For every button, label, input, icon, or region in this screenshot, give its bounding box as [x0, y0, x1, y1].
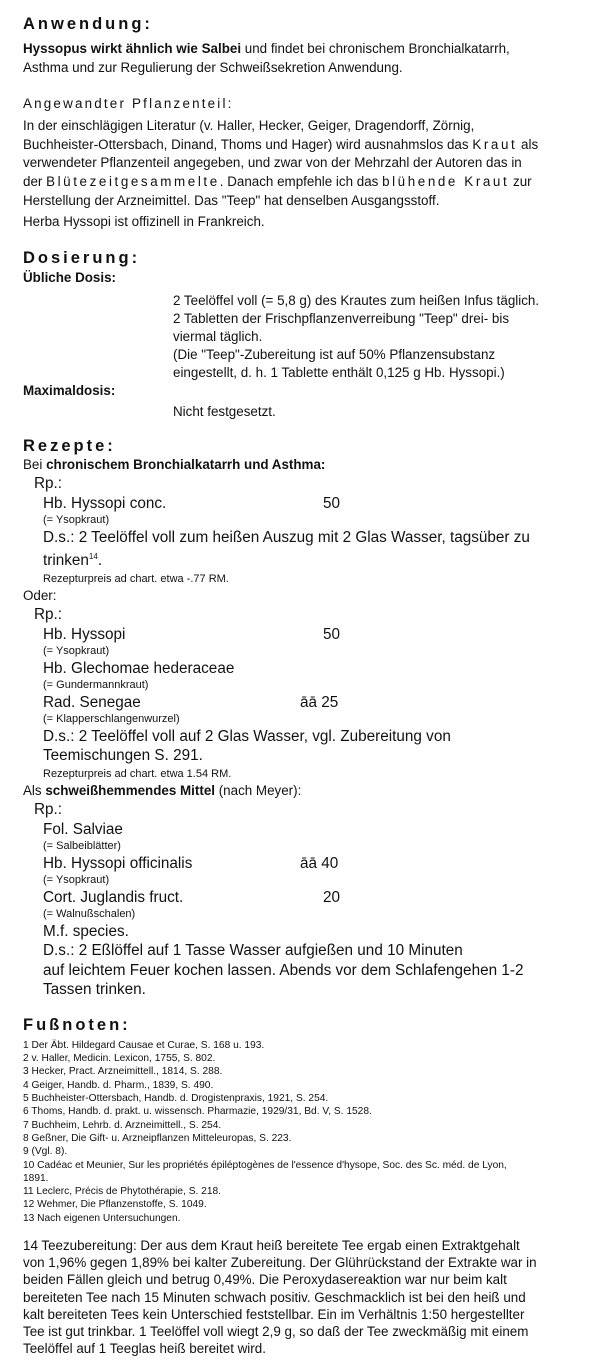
footnote-item: 3 Hecker, Pract. Arzneimittell., 1814, S. 288. [23, 1066, 223, 1078]
dose-line-3a: (Die "Teep"-Zubereitung ist auf 50% Pflanzensubstanz [173, 346, 496, 362]
footnote-item: 10 Cadéac et Meunier, Sur les propriétés épiléptogènes de l'essence d'hysope, Soc. des Sc. méd. de Lyon, [23, 1159, 507, 1171]
recipe-3-ingredient-3: Cort. Juglandis fruct. 20 [43, 888, 341, 906]
footnote-14-line: beiden Fällen gleich und betrug 0,49%. Die Peroxydasereaktion war nur beim kalt [23, 1272, 507, 1288]
recipe-3-synonym-3: (= Walnußschalen) [43, 907, 136, 920]
section-rezepte [23, 436, 583, 1000]
document-page [23, 14, 583, 1357]
recipe-2-ds-1: D.s.: 2 Teelöffel voll auf 2 Glas Wasser, vgl. Zubereitung von [43, 727, 451, 745]
recipe-3-synonym-2: (= Ysopkraut) [43, 873, 110, 886]
max-dose-value: Nicht festgesetzt. [173, 403, 276, 419]
footnote-item: 1 Der Äbt. Hildegard Causae et Curae, S. 168 u. 193. [23, 1039, 265, 1051]
recipe-1-synonym: (= Ysopkraut) [43, 513, 110, 526]
spaced-bluehendes-kraut: blühende Kraut [382, 173, 510, 189]
footnote-item: 8 Geßner, Die Gift- u. Arzneipflanzen Mitteleuropas, S. 223. [23, 1132, 292, 1144]
dose-line-3b: eingestellt, d. h. 1 Tablette enthält 0,125 g Hb. Hyssopi.) [173, 364, 505, 380]
recipe-2-rp: Rp.: [34, 605, 63, 623]
pflanzenteil-line-5: Herstellung der Arzneimittel. Das "Teep" hat denselben Ausgangsstoff. [23, 192, 440, 208]
recipe-2-price: Rezepturpreis ad chart. etwa 1.54 RM. [43, 767, 232, 780]
heading-fussnoten: Fußnoten: [23, 1015, 131, 1034]
dose-line-2a: 2 Tabletten der Frischpflanzenverreibung "Teep" drei- bis [173, 310, 510, 326]
pflanzenteil-line-1: In der einschlägigen Literatur (v. Haller, Hecker, Geiger, Dragendorff, Zörnig, [23, 118, 475, 134]
pflanzenteil-line-4: der Blütezeitgesammelte. Danach empfehle ich das blühende Kraut zur [23, 173, 532, 189]
footnote-item: 4 Geiger, Handb. d. Pharm., 1839, S. 490. [23, 1079, 214, 1091]
footnote-item: 2 v. Haller, Medicin. Lexicon, 1755, S. 802. [23, 1053, 216, 1065]
footnote-item: 11 Leclerc, Précis de Phytothérapie, S. 218. [23, 1186, 222, 1198]
recipe-3-intro: Als schweißhemmendes Mittel (nach Meyer): [23, 782, 302, 798]
recipe-3-ingredient-1: Fol. Salviae [43, 820, 123, 838]
spaced-kraut: Kraut [472, 136, 518, 152]
footnote-14-line: 14 Teezubereitung: Der aus dem Kraut heiß bereitete Tee ergab einen Extraktgehalt [23, 1238, 520, 1253]
section-pflanzenteil [23, 95, 583, 232]
pflanzenteil-line-2: Buchheister-Ottersbach, Dinand, Thoms und Hager) wird ausnahmslos das Kraut als [23, 136, 539, 152]
recipe-3-ds-2: auf leichtem Feuer kochen lassen. Abends vor dem Schlafengehen 1-2 [43, 961, 524, 979]
footnote-item: 13 Nach eigenen Untersuchungen. [23, 1212, 181, 1224]
recipe-1-price: Rezepturpreis ad chart. etwa -.77 RM. [43, 572, 229, 585]
recipe-2-intro: Oder: [23, 587, 57, 603]
footnote-item: 6 Thoms, Handb. d. prakt. u. wissensch. Pharmazie, 1929/31, Bd. V, S. 1528. [23, 1106, 372, 1118]
label-uebliche-dosis: Übliche Dosis: [23, 269, 117, 285]
footnote-14-line: Teelöffel auf 1 Teeglas heiß bereitet wird. [23, 1341, 266, 1357]
footnote-list [23, 1039, 583, 1225]
footnote-14-line: kalt bereiteten Tees kein Unterschied feststellbar. Ein im Verhältnis 1:50 hergestellter [23, 1306, 525, 1322]
section-dosierung [23, 248, 583, 421]
heading-pflanzenteil: Angewandter Pflanzenteil: [23, 96, 234, 112]
pflanzenteil-line-6: Herba Hyssopi ist offizinell in Frankreich. [23, 214, 265, 230]
footnote-item: 5 Buchheister-Ottersbach, Handb. d. Drogistenpraxis, 1921, S. 254. [23, 1093, 329, 1105]
section-anwendung [23, 14, 583, 77]
label-maximaldosis: Maximaldosis: [23, 382, 116, 398]
section-fussnoten [23, 1015, 583, 1358]
recipe-1-rp: Rp.: [34, 474, 63, 492]
anwendung-line-2: Asthma und zur Regulierung der Schweißsekretion Anwendung. [23, 59, 403, 75]
recipe-2-synonym-1: (= Ysopkraut) [43, 644, 110, 657]
footnote-item: 9 (Vgl. 8). [23, 1146, 68, 1158]
recipe-1-ingredient: Hb. Hyssopi conc. 50 [43, 494, 341, 512]
spaced-bluetezeit: Blütezeitgesammelte [46, 173, 220, 189]
footnote-14-line: Tee ist gut trinkbar. 1 Teelöffel voll wiegt 2,9 g, so daß der Tee zweckmäßig mit einem [23, 1324, 529, 1340]
recipe-1-intro: Bei chronischem Bronchialkatarrh und Asthma: [23, 456, 326, 472]
heading-dosierung: Dosierung: [23, 248, 141, 267]
recipe-2-ingredient-2: Hb. Glechomae hederaceae [43, 659, 235, 677]
recipe-3-ds-1: D.s.: 2 Eßlöffel auf 1 Tasse Wasser aufgießen und 10 Minuten [43, 942, 463, 960]
dose-line-1: 2 Teelöffel voll (= 5,8 g) des Krautes zum heißen Infus täglich. [173, 292, 540, 308]
recipe-3-ds-3: Tassen trinken. [43, 981, 146, 999]
footnote-ref-14: 14 [88, 552, 98, 562]
recipe-2-synonym-2: (= Gundermannkraut) [43, 678, 149, 691]
footnote-14-line: von 1,96% gegen 1,89% bei kalter Zubereitung. Der Glührückstand der Extrakte war in [23, 1255, 537, 1271]
footnote-item: 12 Wehmer, Die Pflanzenstoffe, S. 1049. [23, 1199, 207, 1211]
recipe-2-synonym-3: (= Klapperschlangenwurzel) [43, 712, 180, 725]
recipe-3-rp: Rp.: [34, 800, 63, 818]
recipe-2-ds-2: Teemischungen S. 291. [43, 747, 203, 765]
recipe-1-ds-1: D.s.: 2 Teelöffel voll zum heißen Auszug mit 2 Glas Wasser, tagsüber zu [43, 528, 530, 546]
footnote-item: 1891. [23, 1172, 49, 1184]
footnote-14-line: bereiteten Tee nach 15 Minuten schwach positiv. Geschmacklich ist bei den heiß und [23, 1289, 526, 1305]
heading-anwendung: Anwendung: [23, 15, 153, 33]
recipe-3-mf: M.f. species. [43, 922, 129, 940]
recipe-3-ingredient-2: Hb. Hyssopi officinalis āā 40 [43, 854, 339, 872]
recipe-3-synonym-1: (= Salbeiblätter) [43, 839, 121, 852]
recipe-2-ingredient-1: Hb. Hyssopi 50 [43, 625, 341, 643]
anwendung-bold: Hyssopus wirkt ähnlich wie Salbei [23, 41, 242, 56]
anwendung-line-1: Hyssopus wirkt ähnlich wie Salbei und findet bei chronischem Bronchialkatarrh, [23, 41, 510, 56]
pflanzenteil-line-3: verwendeter Pflanzenteil angegeben, und zwar von der Mehrzahl der Autoren das in [23, 155, 522, 171]
dose-line-2b: viermal täglich. [173, 328, 263, 344]
heading-rezepte: Rezepte: [23, 436, 116, 455]
footnote-item: 7 Buchheim, Lehrb. d. Arzneimittell., S. 254. [23, 1119, 222, 1131]
recipe-2-ingredient-3: Rad. Senegae āā 25 [43, 693, 339, 711]
recipe-1-ds-2: trinken$^{14}$. [43, 552, 103, 570]
footnote-14 [23, 1237, 583, 1357]
